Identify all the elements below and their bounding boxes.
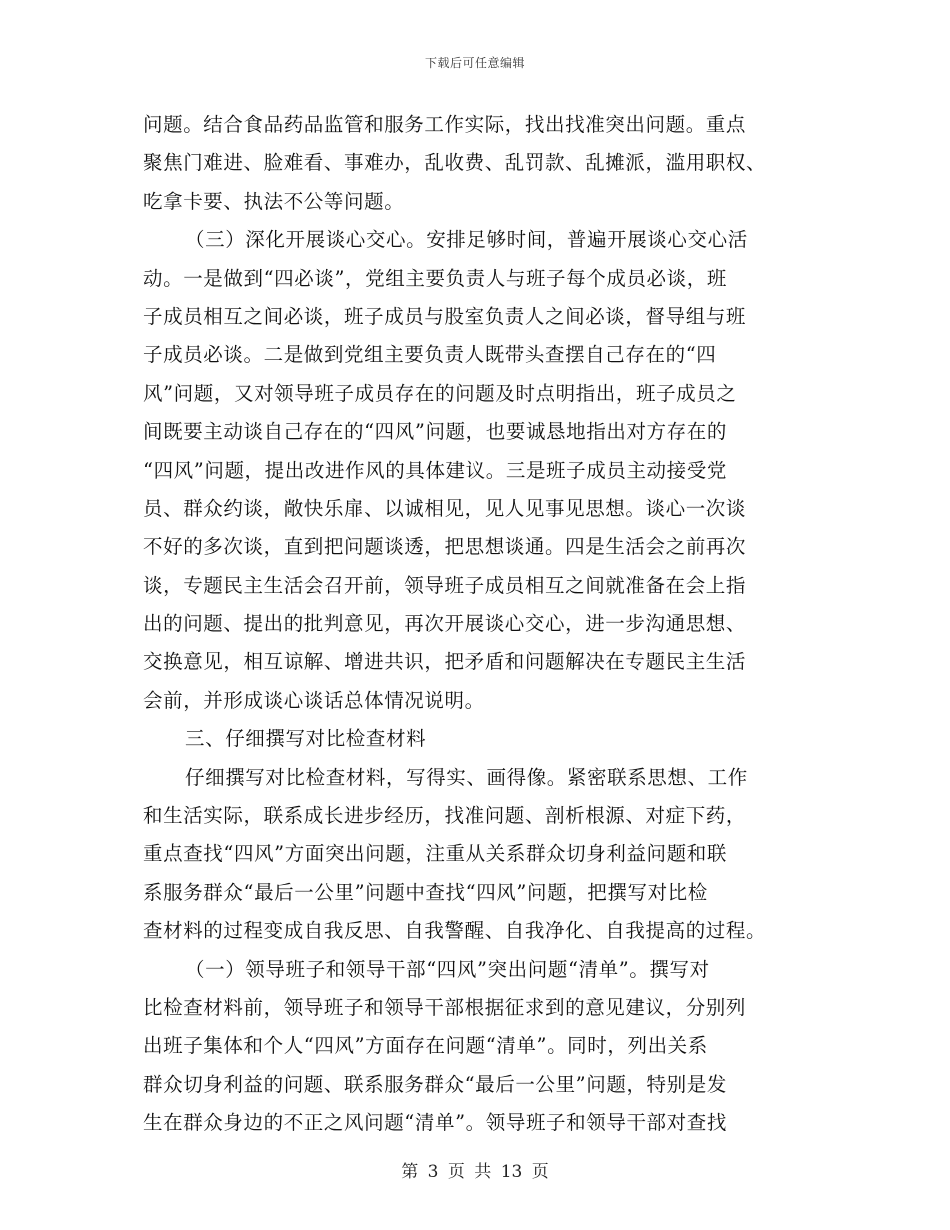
text-line: 交换意见，相互谅解、增进共识，把矛盾和问题解决在专题民主生活 <box>143 650 747 674</box>
text-line: 仔细撰写对比检查材料，写得实、画得像。紧密联系思想、工作 <box>185 765 748 789</box>
text-line: 系服务群众“最后一公里”问题中查找“四风”问题，把撰写对比检 <box>143 880 708 904</box>
text-line: 出的问题、提出的批判意见，再次开展谈心交心，进一步沟通思想、 <box>143 612 747 636</box>
text-line: 三、仔细撰写对比检查材料 <box>185 727 427 751</box>
text-line: 动。一是做到“四必谈”，党组主要负责人与班子每个成员必谈，班 <box>143 266 727 290</box>
text-line: 谈，专题民主生活会召开前，领导班子成员相互之间就准备在会上指 <box>143 573 747 597</box>
text-line: 出班子集体和个人“四风”方面存在问题“清单”。同时，列出关系 <box>143 1034 708 1058</box>
text-line: 问题。结合食品药品监管和服务工作实际，找出找准突出问题。重点 <box>143 113 747 136</box>
document-body <box>143 106 808 1143</box>
text-line: 子成员必谈。二是做到党组主要负责人既带头查摆自己存在的“四 <box>143 343 717 367</box>
text-line: 聚焦门难进、脸难看、事难办，乱收费、乱罚款、乱摊派，滥用职权、 <box>143 151 767 175</box>
page-header: 下载后可任意编辑 <box>424 56 525 70</box>
text-line: 重点查找“四风”方面突出问题，注重从关系群众切身利益问题和联 <box>143 842 727 866</box>
text-line: 吃拿卡要、执法不公等问题。 <box>143 189 405 213</box>
text-line: （一）领导班子和领导干部“四风”突出问题“清单”。撰写对 <box>185 957 710 981</box>
text-line: 生在群众身边的不正之风问题“清单”。领导班子和领导干部对查找 <box>143 1111 727 1135</box>
text-line: 员、群众约谈，敞快乐扉、以诚相见，见人见事见思想。谈心一次谈 <box>143 496 747 520</box>
text-line: 不好的多次谈，直到把问题谈透，把思想谈通。四是生活会之前再次 <box>143 535 747 559</box>
text-line: 间既要主动谈自己存在的“四风”问题，也要诚恳地指出对方存在的 <box>143 420 727 444</box>
text-line: 会前，并形成谈心谈话总体情况说明。 <box>143 688 485 712</box>
text-line: 查材料的过程变成自我反思、自我警醒、自我净化、自我提高的过程。 <box>143 919 767 943</box>
text-line: 和生活实际，联系成长进步经历，找准问题、剖析根源、对症下药， <box>143 804 747 828</box>
text-line: “四风”问题，提出改进作风的具体建议。三是班子成员主动接受党 <box>143 458 727 482</box>
text-line: （三）深化开展谈心交心。安排足够时间，普遍开展谈心交心活 <box>185 228 748 252</box>
text-line: 比检查材料前，领导班子和领导干部根据征求到的意见建议，分别列 <box>143 995 747 1019</box>
text-line: 风”问题，又对领导班子成员存在的问题及时点明指出，班子成员之 <box>143 381 737 405</box>
text-line: 群众切身利益的问题、联系服务群众“最后一公里”问题，特别是发 <box>143 1072 727 1096</box>
page-number-footer: 第 3 页 共 13 页 <box>401 1162 549 1182</box>
text-line: 子成员相互之间必谈，班子成员与股室负责人之间必谈，督导组与班 <box>143 304 747 328</box>
